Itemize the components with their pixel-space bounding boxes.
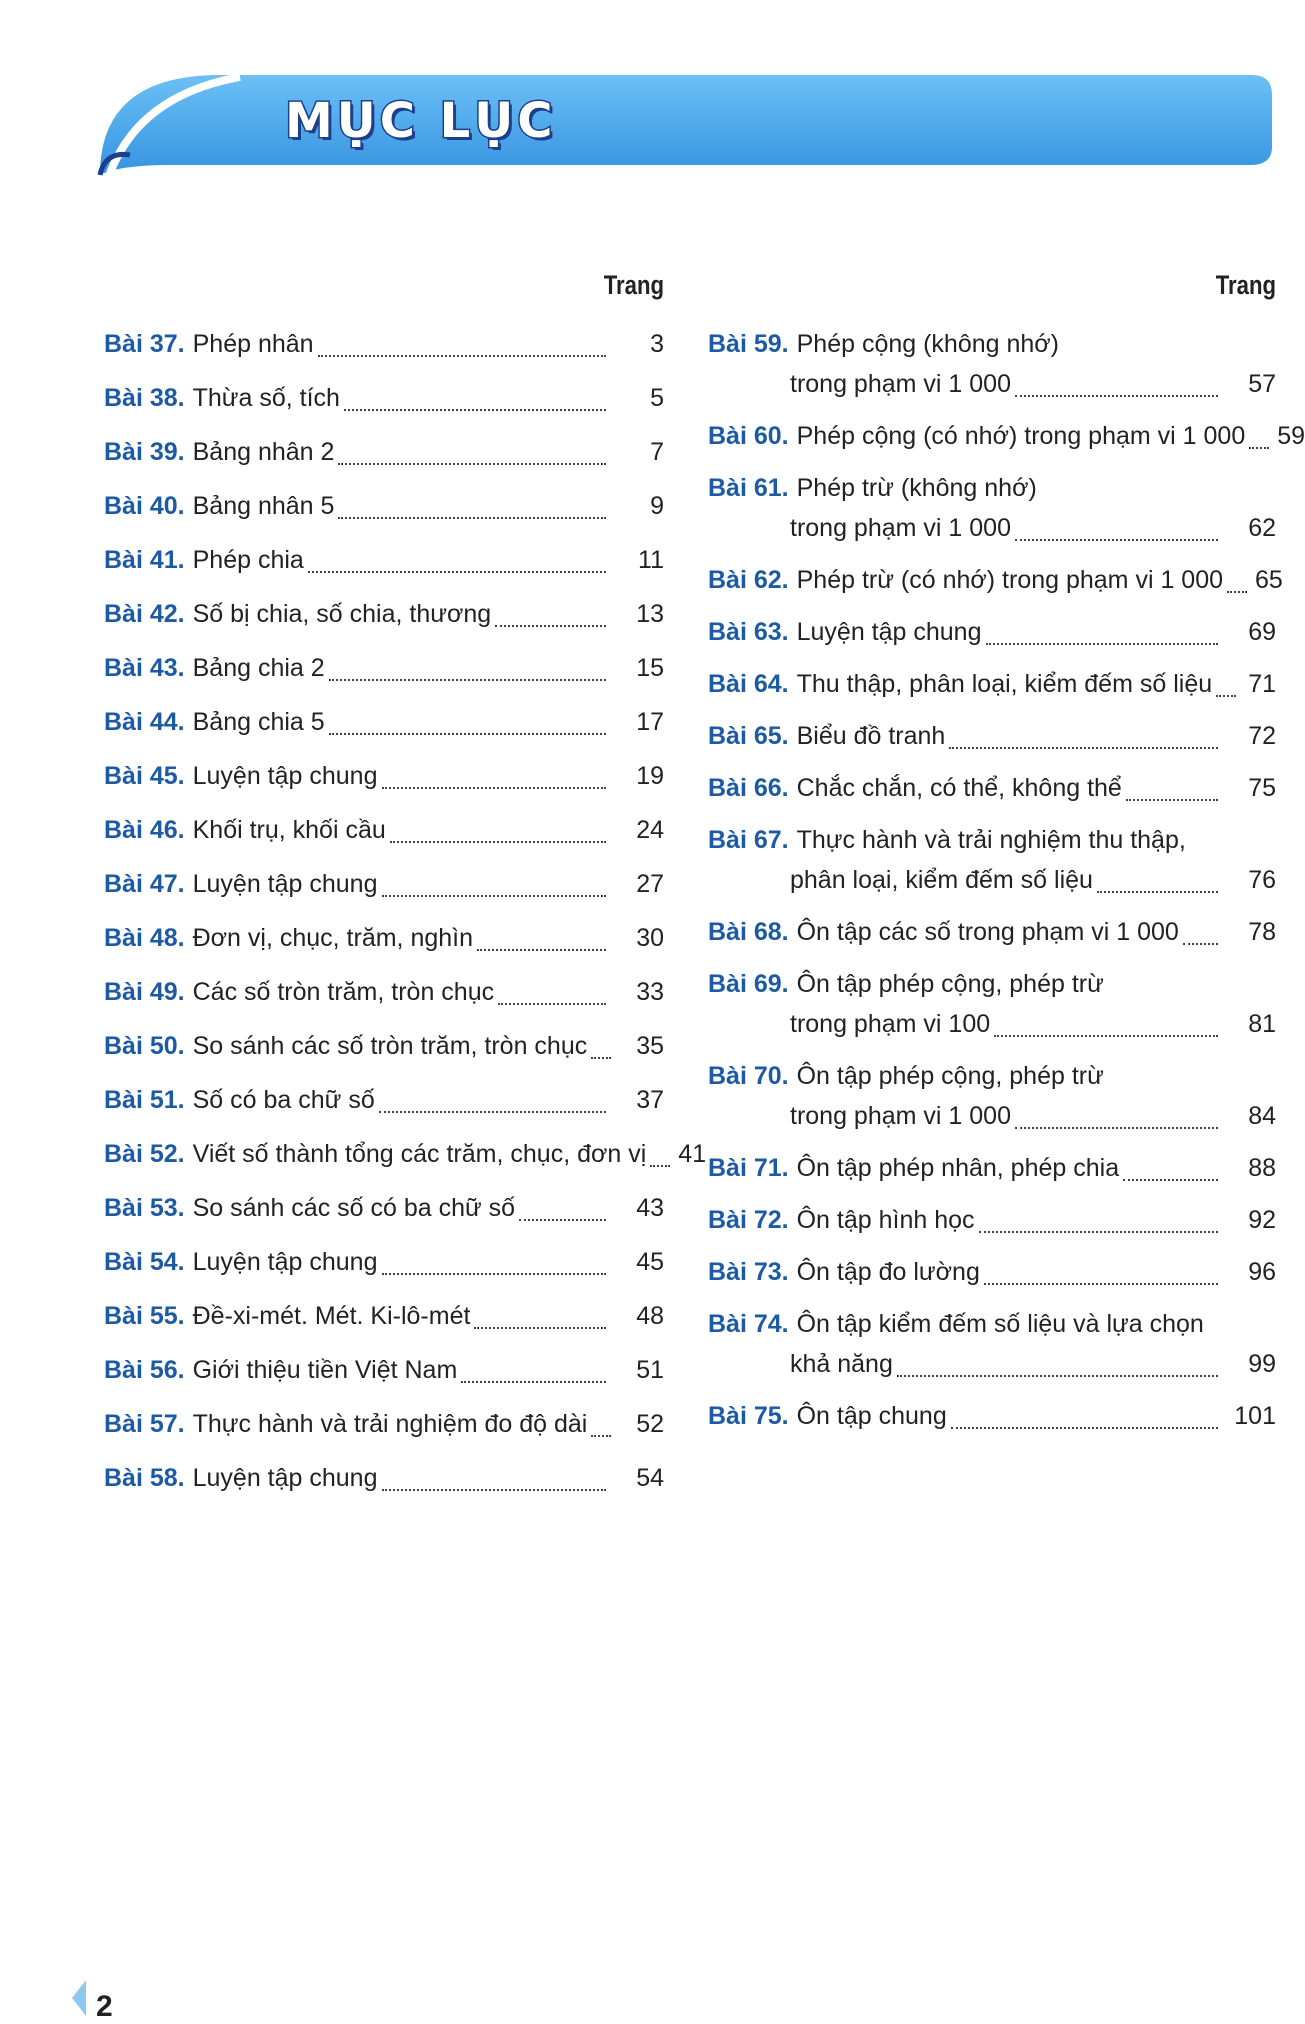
lesson-number: Bài 58. bbox=[104, 1464, 185, 1492]
lesson-title: Biểu đồ tranh bbox=[796, 722, 946, 750]
banner-shape bbox=[0, 55, 1288, 185]
lesson-title: Ôn tập phép cộng, phép trừ bbox=[796, 1062, 1104, 1090]
toc-entry[interactable] bbox=[104, 1404, 664, 1444]
lesson-number: Bài 63. bbox=[708, 618, 789, 646]
lesson-number: Bài 43. bbox=[104, 654, 185, 682]
lesson-number: Bài 47. bbox=[104, 870, 185, 898]
page-ref: 62 bbox=[1248, 514, 1276, 542]
toc-entry[interactable] bbox=[708, 664, 1276, 704]
toc-entry[interactable] bbox=[104, 702, 664, 742]
dot-leader bbox=[1097, 891, 1218, 893]
page-ref: 88 bbox=[1248, 1154, 1276, 1182]
dot-leader bbox=[338, 463, 606, 465]
toc-column-left bbox=[104, 270, 707, 1512]
lesson-title: Bảng chia 5 bbox=[192, 708, 325, 736]
lesson-number: Bài 49. bbox=[104, 978, 185, 1006]
header-banner bbox=[0, 55, 1288, 185]
lesson-number: Bài 72. bbox=[708, 1206, 789, 1234]
lesson-number: Bài 70. bbox=[708, 1062, 789, 1090]
page-ref: 33 bbox=[636, 978, 664, 1006]
lesson-title-continued: trong phạm vi 1 000 bbox=[790, 1102, 1011, 1130]
dot-leader bbox=[338, 517, 606, 519]
lesson-number: Bài 45. bbox=[104, 762, 185, 790]
toc-entry[interactable] bbox=[104, 1026, 664, 1066]
page-ref: 41 bbox=[678, 1140, 707, 1168]
lesson-number: Bài 61. bbox=[708, 474, 789, 502]
lesson-number: Bài 56. bbox=[104, 1356, 185, 1384]
page-ref: 3 bbox=[650, 330, 664, 358]
toc-entry[interactable] bbox=[104, 756, 664, 796]
toc-entry[interactable] bbox=[104, 864, 664, 904]
dot-leader bbox=[382, 1489, 607, 1491]
lesson-number: Bài 48. bbox=[104, 924, 185, 952]
toc-list-left bbox=[104, 324, 707, 1498]
toc-entry[interactable] bbox=[708, 416, 1305, 456]
page-ref: 75 bbox=[1248, 774, 1276, 802]
lesson-number: Bài 53. bbox=[104, 1194, 185, 1222]
lesson-title-continued: trong phạm vi 100 bbox=[790, 1010, 991, 1038]
lesson-title: Bảng nhân 2 bbox=[192, 438, 335, 466]
dot-leader bbox=[329, 733, 606, 735]
dot-leader bbox=[994, 1035, 1218, 1037]
page-ref: 17 bbox=[636, 708, 664, 736]
page-ref: 27 bbox=[636, 870, 664, 898]
lesson-title: Luyện tập chung bbox=[192, 1464, 378, 1492]
page-ref: 7 bbox=[650, 438, 664, 466]
page-ref: 92 bbox=[1248, 1206, 1276, 1234]
toc-entry[interactable] bbox=[104, 1242, 664, 1282]
dot-leader bbox=[1227, 591, 1247, 593]
lesson-title: Thu thập, phân loại, kiểm đếm số liệu bbox=[796, 670, 1213, 698]
dot-leader bbox=[1249, 447, 1269, 449]
dot-leader bbox=[979, 1231, 1218, 1233]
toc-entry[interactable] bbox=[104, 378, 664, 418]
dot-leader bbox=[382, 895, 607, 897]
page-ref: 57 bbox=[1248, 370, 1276, 398]
page-ref: 19 bbox=[636, 762, 664, 790]
lesson-number: Bài 68. bbox=[708, 918, 789, 946]
dot-leader bbox=[1015, 395, 1218, 397]
lesson-number: Bài 44. bbox=[104, 708, 185, 736]
lesson-number: Bài 66. bbox=[708, 774, 789, 802]
lesson-title: Đề-xi-mét. Mét. Ki-lô-mét bbox=[192, 1302, 471, 1330]
dot-leader bbox=[495, 625, 606, 627]
page-ref: 45 bbox=[636, 1248, 664, 1276]
dot-leader bbox=[390, 841, 606, 843]
page-ref: 52 bbox=[636, 1410, 664, 1438]
page-ref: 59 bbox=[1277, 422, 1305, 450]
lesson-title-continued: khả năng bbox=[790, 1350, 893, 1378]
toc-entry[interactable] bbox=[708, 820, 1276, 900]
lesson-title: Ôn tập các số trong phạm vi 1 000 bbox=[796, 918, 1179, 946]
lesson-number: Bài 57. bbox=[104, 1410, 185, 1438]
page-ref: 48 bbox=[636, 1302, 664, 1330]
lesson-title: Thừa số, tích bbox=[192, 384, 340, 412]
page-ref: 69 bbox=[1248, 618, 1276, 646]
lesson-title: Ôn tập đo lường bbox=[796, 1258, 980, 1286]
page-ref: 9 bbox=[650, 492, 664, 520]
lesson-title: Bảng nhân 5 bbox=[192, 492, 335, 520]
dot-leader bbox=[474, 1327, 606, 1329]
lesson-number: Bài 73. bbox=[708, 1258, 789, 1286]
page-ref: 51 bbox=[636, 1356, 664, 1384]
dot-leader bbox=[1015, 1127, 1218, 1129]
lesson-title: Luyện tập chung bbox=[192, 870, 378, 898]
toc-entry[interactable] bbox=[708, 912, 1276, 952]
dot-leader bbox=[986, 643, 1219, 645]
lesson-number: Bài 39. bbox=[104, 438, 185, 466]
page-ref: 78 bbox=[1248, 918, 1276, 946]
toc-entry[interactable] bbox=[104, 918, 664, 958]
page-ref: 72 bbox=[1248, 722, 1276, 750]
lesson-number: Bài 46. bbox=[104, 816, 185, 844]
toc-entry[interactable] bbox=[708, 1056, 1276, 1136]
page-ref: 65 bbox=[1255, 566, 1283, 594]
lesson-title: Ôn tập hình học bbox=[796, 1206, 975, 1234]
toc-entry[interactable] bbox=[708, 324, 1276, 404]
dot-leader bbox=[379, 1111, 606, 1113]
page-ref: 71 bbox=[1248, 670, 1276, 698]
dot-leader bbox=[949, 747, 1218, 749]
lesson-number: Bài 60. bbox=[708, 422, 789, 450]
dot-leader bbox=[329, 679, 606, 681]
lesson-number: Bài 59. bbox=[708, 330, 789, 358]
lesson-title: Ôn tập phép nhân, phép chia bbox=[796, 1154, 1120, 1182]
lesson-number: Bài 74. bbox=[708, 1310, 789, 1338]
lesson-title: Số bị chia, số chia, thương bbox=[192, 600, 492, 628]
page-ref: 43 bbox=[636, 1194, 664, 1222]
toc-entry[interactable] bbox=[708, 612, 1276, 652]
dot-leader bbox=[897, 1375, 1218, 1377]
dot-leader bbox=[1123, 1179, 1218, 1181]
lesson-number: Bài 54. bbox=[104, 1248, 185, 1276]
toc-entry[interactable] bbox=[104, 1296, 664, 1336]
toc-list-right bbox=[708, 324, 1305, 1436]
page-ref: 13 bbox=[636, 600, 664, 628]
lesson-title: Thực hành và trải nghiệm đo độ dài bbox=[192, 1410, 588, 1438]
page-title: MỤC LỤC bbox=[285, 93, 557, 149]
lesson-title: Ôn tập phép cộng, phép trừ bbox=[796, 970, 1104, 998]
toc-entry[interactable] bbox=[104, 1458, 664, 1498]
page-ref: 15 bbox=[636, 654, 664, 682]
page-ref: 81 bbox=[1248, 1010, 1276, 1038]
lesson-title-continued: phân loại, kiểm đếm số liệu bbox=[790, 866, 1093, 894]
toc-entry[interactable] bbox=[708, 560, 1283, 600]
dot-leader bbox=[382, 1273, 607, 1275]
toc-entry[interactable] bbox=[708, 1148, 1276, 1188]
toc-entry[interactable] bbox=[708, 716, 1276, 756]
page-ref: 101 bbox=[1234, 1402, 1276, 1430]
lesson-number: Bài 69. bbox=[708, 970, 789, 998]
toc-entry[interactable] bbox=[708, 964, 1276, 1044]
lesson-number: Bài 75. bbox=[708, 1402, 789, 1430]
toc-entry[interactable] bbox=[708, 1200, 1276, 1240]
lesson-title: Phép cộng (không nhớ) bbox=[796, 330, 1060, 358]
lesson-title-continued: trong phạm vi 1 000 bbox=[790, 514, 1011, 542]
lesson-title: Đơn vị, chục, trăm, nghìn bbox=[192, 924, 474, 952]
lesson-number: Bài 67. bbox=[708, 826, 789, 854]
page-ref: 76 bbox=[1248, 866, 1276, 894]
page-number: 2 bbox=[96, 1990, 113, 2023]
toc-entry[interactable] bbox=[104, 1080, 664, 1120]
lesson-number: Bài 71. bbox=[708, 1154, 789, 1182]
lesson-title: Phép trừ (không nhớ) bbox=[796, 474, 1037, 502]
page-ref: 37 bbox=[636, 1086, 664, 1114]
toc-entry[interactable] bbox=[104, 1134, 707, 1174]
lesson-title: Bảng chia 2 bbox=[192, 654, 325, 682]
page-ref: 11 bbox=[638, 546, 664, 574]
dot-leader bbox=[519, 1219, 606, 1221]
toc-entry[interactable] bbox=[104, 324, 664, 364]
dot-leader bbox=[1183, 943, 1218, 945]
dot-leader bbox=[591, 1435, 611, 1437]
lesson-title: Chắc chắn, có thể, không thể bbox=[796, 774, 1122, 802]
lesson-title: So sánh các số tròn trăm, tròn chục bbox=[192, 1032, 588, 1060]
lesson-title: Viết số thành tổng các trăm, chục, đơn vị bbox=[192, 1140, 647, 1168]
page-column-header: Trang bbox=[603, 270, 664, 300]
dot-leader bbox=[344, 409, 606, 411]
dot-leader bbox=[1126, 799, 1218, 801]
toc-entry[interactable] bbox=[104, 810, 664, 850]
lesson-number: Bài 64. bbox=[708, 670, 789, 698]
lesson-title: Khối trụ, khối cầu bbox=[192, 816, 386, 844]
lesson-number: Bài 40. bbox=[104, 492, 185, 520]
toc-entry[interactable] bbox=[104, 486, 664, 526]
lesson-title: Luyện tập chung bbox=[796, 618, 982, 646]
lesson-number: Bài 51. bbox=[104, 1086, 185, 1114]
dot-leader bbox=[461, 1381, 606, 1383]
lesson-number: Bài 37. bbox=[104, 330, 185, 358]
lesson-number: Bài 65. bbox=[708, 722, 789, 750]
dot-leader bbox=[951, 1427, 1218, 1429]
toc-entry[interactable] bbox=[708, 1252, 1276, 1292]
page-ref: 84 bbox=[1248, 1102, 1276, 1130]
lesson-title-continued: trong phạm vi 1 000 bbox=[790, 370, 1011, 398]
toc-entry[interactable] bbox=[104, 972, 664, 1012]
lesson-number: Bài 62. bbox=[708, 566, 789, 594]
lesson-number: Bài 50. bbox=[104, 1032, 185, 1060]
toc-entry[interactable] bbox=[104, 1350, 664, 1390]
page-ref: 54 bbox=[636, 1464, 664, 1492]
dot-leader bbox=[1015, 539, 1218, 541]
dot-leader bbox=[318, 355, 606, 357]
dot-leader bbox=[650, 1165, 670, 1167]
toc-entry[interactable] bbox=[708, 468, 1276, 548]
lesson-title: So sánh các số có ba chữ số bbox=[192, 1194, 516, 1222]
lesson-title: Các số tròn trăm, tròn chục bbox=[192, 978, 495, 1006]
page-ref: 96 bbox=[1248, 1258, 1276, 1286]
page-ref: 30 bbox=[636, 924, 664, 952]
lesson-number: Bài 52. bbox=[104, 1140, 185, 1168]
dot-leader bbox=[1216, 695, 1236, 697]
dot-leader bbox=[984, 1283, 1218, 1285]
lesson-title: Luyện tập chung bbox=[192, 1248, 378, 1276]
page-column-header: Trang bbox=[1215, 270, 1276, 300]
lesson-title: Thực hành và trải nghiệm thu thập, bbox=[796, 826, 1186, 854]
lesson-title: Phép cộng (có nhớ) trong phạm vi 1 000 bbox=[796, 422, 1246, 450]
page-ref: 24 bbox=[636, 816, 664, 844]
toc-entry[interactable] bbox=[104, 1188, 664, 1228]
dot-leader bbox=[382, 787, 607, 789]
lesson-title: Phép chia bbox=[192, 546, 304, 574]
toc-entry[interactable] bbox=[708, 1304, 1276, 1384]
dot-leader bbox=[498, 1003, 606, 1005]
toc-entry[interactable] bbox=[104, 540, 664, 580]
lesson-title: Ôn tập kiểm đếm số liệu và lựa chọn bbox=[796, 1310, 1204, 1338]
lesson-number: Bài 42. bbox=[104, 600, 185, 628]
page-ref: 99 bbox=[1248, 1350, 1276, 1378]
dot-leader bbox=[308, 571, 606, 573]
toc-entry[interactable] bbox=[104, 594, 664, 634]
lesson-title: Phép nhân bbox=[192, 330, 314, 358]
dot-leader bbox=[477, 949, 606, 951]
page-corner-mark bbox=[68, 1978, 92, 2018]
lesson-title: Số có ba chữ số bbox=[192, 1086, 375, 1114]
dot-leader bbox=[591, 1057, 611, 1059]
toc-entry[interactable] bbox=[708, 768, 1276, 808]
lesson-title: Phép trừ (có nhớ) trong phạm vi 1 000 bbox=[796, 566, 1224, 594]
lesson-title: Giới thiệu tiền Việt Nam bbox=[192, 1356, 458, 1384]
toc-entry[interactable] bbox=[708, 1396, 1276, 1436]
lesson-title: Ôn tập chung bbox=[796, 1402, 947, 1430]
lesson-title: Luyện tập chung bbox=[192, 762, 378, 790]
toc-entry[interactable] bbox=[104, 432, 664, 472]
lesson-number: Bài 41. bbox=[104, 546, 185, 574]
lesson-number: Bài 55. bbox=[104, 1302, 185, 1330]
toc-entry[interactable] bbox=[104, 648, 664, 688]
toc-column-right bbox=[708, 270, 1305, 1448]
lesson-number: Bài 38. bbox=[104, 384, 185, 412]
page-ref: 35 bbox=[636, 1032, 664, 1060]
page-ref: 5 bbox=[650, 384, 664, 412]
